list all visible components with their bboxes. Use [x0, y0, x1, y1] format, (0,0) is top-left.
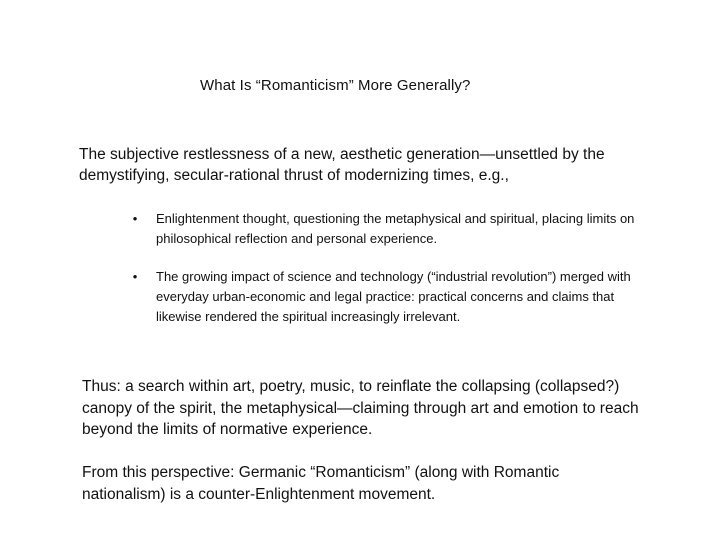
bullet-text: The growing impact of science and technology (“industrial revolution”) merged with everyday urban-economic and legal practice: practical concerns and claims that likewise rendered the spiritual increasingly irrelevant.	[156, 269, 631, 324]
conclusion-paragraph: From this perspective: Germanic “Romanticism” (along with Romantic nationalism) is a counter-Enlightenment movement.	[82, 464, 560, 503]
bullet-marker: •	[132, 269, 138, 284]
thus-paragraph: Thus: a search within art, poetry, music, to reinflate the collapsing (collapsed?) canopy of the spirit, the metaphysical—claiming through art and emotion to reach beyond the limits of normative experience.	[82, 378, 639, 438]
intro-paragraph: The subjective restlessness of a new, aesthetic generation—unsettled by the demystifying, secular-rational thrust of modernizing times, e.g.,	[79, 146, 605, 184]
bullet-text: Enlightenment thought, questioning the metaphysical and spiritual, placing limits on philosophical reflection and personal experience.	[156, 211, 635, 246]
bullet-list	[128, 209, 648, 345]
bullet-marker: •	[132, 211, 138, 226]
slide-title: What Is “Romanticism” More Generally?	[200, 77, 471, 94]
bullet-item-industrial	[128, 267, 648, 327]
bullet-item-enlightenment	[128, 209, 648, 249]
